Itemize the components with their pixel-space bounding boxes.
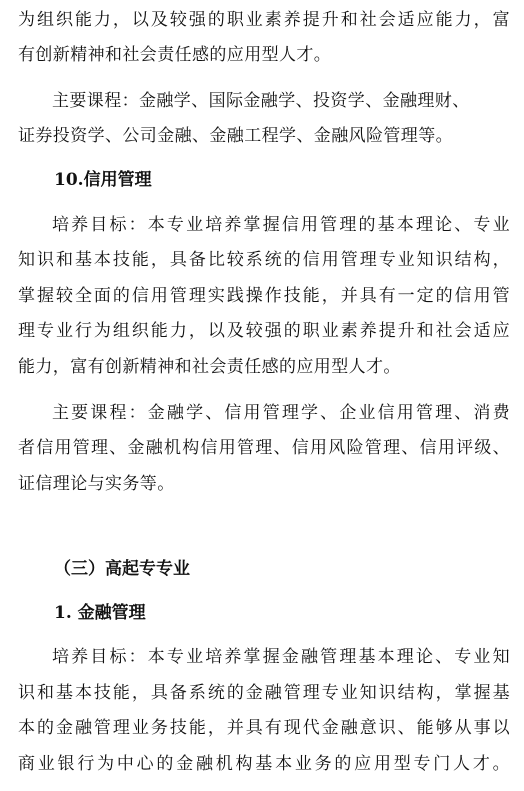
paragraph-line: 主要课程：金融学、信用管理学、企业信用管理、消费 xyxy=(52,403,510,423)
paragraph-line: 培养目标：本专业培养掌握信用管理的基本理论、专业 xyxy=(52,215,510,235)
paragraph-line: 理专业行为组织能力，以及较强的职业素养提升和社会适应 xyxy=(18,321,510,341)
paragraph-line: 证券投资学、公司金融、金融工程学、金融风险管理等。 xyxy=(18,126,453,146)
paragraph-line: 本的金融管理业务技能，并具有现代金融意识、能够从事以 xyxy=(18,718,510,738)
section-heading: 10.信用管理 xyxy=(54,170,152,190)
paragraph-line: 主要课程：金融学、国际金融学、投资学、金融理财、 xyxy=(52,91,470,111)
paragraph-line: 知识和基本技能，具备比较系统的信用管理专业知识结构， xyxy=(18,250,510,270)
paragraph-line: 有创新精神和社会责任感的应用型人才。 xyxy=(18,45,332,65)
part-heading: （三）高起专专业 xyxy=(54,559,190,579)
paragraph-line: 识和基本技能，具备系统的金融管理专业知识结构，掌握基 xyxy=(18,683,510,703)
section-heading: 1. 金融管理 xyxy=(54,603,146,623)
paragraph-line: 为组织能力，以及较强的职业素养提升和社会适应能力，富 xyxy=(18,10,510,30)
paragraph-line: 能力，富有创新精神和社会责任感的应用型人才。 xyxy=(18,357,401,377)
paragraph-line: 证信理论与实务等。 xyxy=(18,474,175,494)
paragraph-line: 商业银行为中心的金融机构基本业务的应用型专门人才。 xyxy=(18,754,510,774)
paragraph-line: 掌握较全面的信用管理实践操作技能，并具有一定的信用管 xyxy=(18,286,510,306)
paragraph-line: 培养目标：本专业培养掌握金融管理基本理论、专业知 xyxy=(52,647,510,667)
paragraph-line: 者信用管理、金融机构信用管理、信用风险管理、信用评级、 xyxy=(18,438,510,458)
